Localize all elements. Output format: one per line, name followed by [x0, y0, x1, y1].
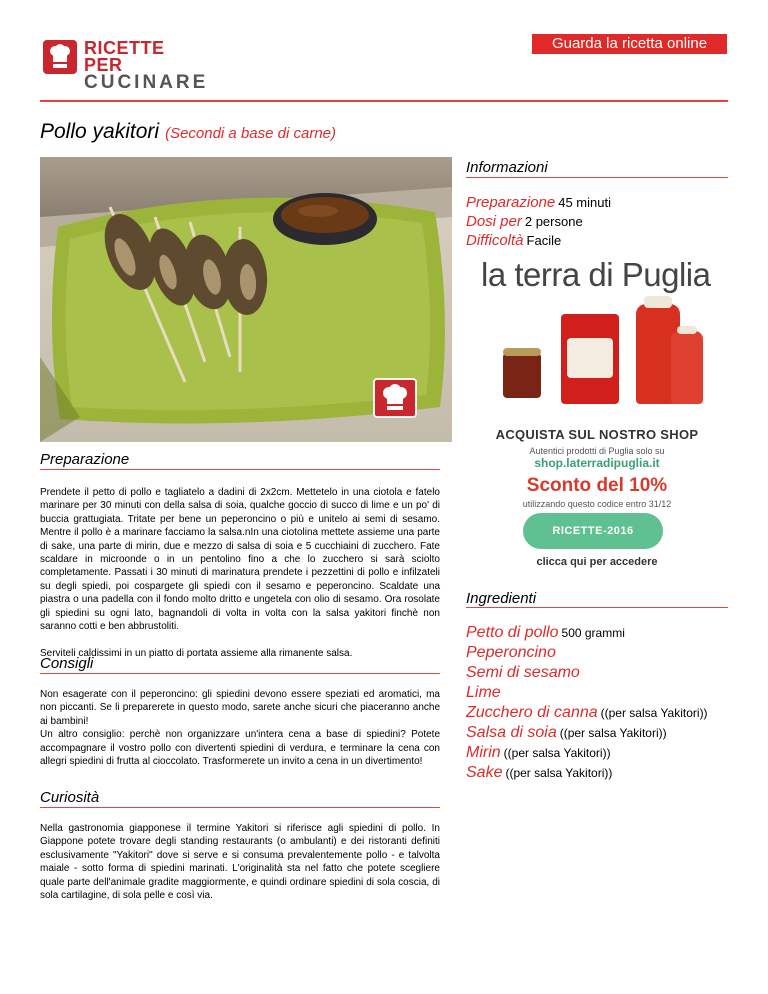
ad-authentic-text: Autentici prodotti di Puglia solo su [529, 446, 665, 456]
ingredient-item [466, 663, 766, 683]
ingredient-item [466, 623, 766, 643]
ad-shop-cta: ACQUISTA SUL NOSTRO SHOP [495, 427, 699, 442]
servings-row [466, 213, 583, 230]
bottle-cap-icon [644, 296, 672, 308]
recipe-category: (Secondi a base di carne) [165, 125, 336, 142]
logo-line-2: CUCINARE [84, 72, 209, 93]
logo-wordmark [84, 40, 208, 91]
ingredient-name: Lime [466, 684, 501, 701]
view-recipe-online-button[interactable]: Guarda la ricetta online [532, 34, 727, 54]
chef-hat-icon [373, 378, 417, 418]
preparation-paragraph: Prendete il petto di pollo e tagliatelo a dadini di 2x2cm. Mettetelo in una ciotola e fatelo marinare per 30 minuti con della salsa di soia, qualche goccio di succo di lime e un po' di buccia grattugiata. Tritate per bene un peperoncino o più e unitelo ai semi di sesamo. Mentre il pollo è a marinare facciamo la salsa.nIn una ciotolina mettete assieme una parte di sake, una parte di mirin, due e mezzo di salsa di soia e 5 cucchiaini di zucchero. Fate scaldare in microonde o in un pentolino fino a che lo zucchero si sarà sciolto completamente. Passati i 30 minuti di marinatura prendete i pezzettini di pollo e infilzateli su degli spiedi, poi cospargete gli spiedi con il sesamo e peperoncino. Scaldate una piastra o una padella con il fondo molto dritto e ungetela con olio di sesamo. Ora rosolate gli spiedini su ogni lato, bagnandoli di volta in volta con la salsa yakitori finchè non saranno cotti e ben abbrustoliti. [40, 487, 440, 633]
ingredients-list [466, 623, 766, 783]
tips-divider [40, 673, 440, 674]
tips-paragraph: Un altro consiglio: perchè non organizzare un'intera cena a base di spiedini? Potete accompagnare il vostro pollo con divertenti spiedini di verdura, e terminare la cena con allegri spiedini di frutta al cioccolato. Trasformerete un invito a cena in un divertimento! [40, 729, 440, 768]
prep-time-value: 45 minuti [558, 195, 611, 210]
difficulty-value: Facile [526, 233, 562, 248]
ad-brand: la terra di Puglia [481, 256, 711, 293]
curiosity-divider [40, 807, 440, 808]
ad-code-text: utilizzando questo codice entro 31/12 [522, 499, 672, 509]
chef-hat-icon [43, 40, 77, 74]
difficulty-label: Difficoltà [466, 232, 524, 249]
preparation-text [40, 486, 440, 661]
ingredients-divider [466, 607, 728, 608]
ingredient-name: Sake [466, 764, 503, 781]
ingredient-name: Semi di sesamo [466, 664, 580, 681]
curiosity-heading: Curiosità [40, 789, 100, 806]
recipe-name: Pollo yakitori [40, 120, 160, 143]
ingredient-qty: ((per salsa Yakitori)) [503, 746, 611, 760]
preparation-divider [40, 469, 440, 470]
ad-discount: Sconto del 10% [526, 475, 668, 496]
ingredient-name: Zucchero di canna [466, 704, 598, 721]
ingredient-item [466, 683, 766, 703]
curiosity-text [40, 822, 440, 902]
ingredient-name: Mirin [466, 744, 501, 761]
ingredient-name: Petto di pollo [466, 624, 559, 641]
jar-label-icon [567, 338, 613, 378]
ingredient-name: Salsa di soia [466, 724, 557, 741]
ad-click-link[interactable]: clicca qui per accedere [536, 556, 658, 568]
jar-lid-icon [503, 348, 541, 356]
ingredient-qty: ((per salsa Yakitori)) [600, 706, 708, 720]
ingredient-qty: ((per salsa Yakitori)) [559, 726, 667, 740]
recipe-title [40, 120, 336, 144]
servings-label: Dosi per [466, 213, 522, 230]
info-divider [466, 177, 728, 178]
ingredient-item [466, 763, 766, 783]
recipe-photo [40, 157, 452, 442]
info-heading: Informazioni [466, 159, 548, 176]
jar-icon [503, 353, 541, 398]
ingredients-heading: Ingredienti [466, 590, 537, 607]
ingredient-qty: ((per salsa Yakitori)) [505, 766, 613, 780]
header-divider [40, 100, 728, 102]
tips-heading: Consigli [40, 655, 94, 672]
prep-time-row [466, 194, 611, 211]
bottle-cap-icon [677, 326, 697, 334]
ingredient-item [466, 723, 766, 743]
tips-text [40, 688, 440, 768]
shop-advertisement[interactable] [466, 256, 728, 574]
tips-paragraph: Non esagerate con il peperoncino: gli spiedini devono essere speziati ed aromatici, ma non piccanti. Se li preparerete in questo modo, sarete anche sicuri che piaceranno anche ai bambini! [40, 689, 440, 727]
ingredient-name: Peperoncino [466, 644, 556, 661]
preparation-heading: Preparazione [40, 451, 130, 468]
logo-line-1: RICETTE PER [84, 38, 165, 75]
servings-value: 2 persone [524, 214, 583, 229]
ingredient-qty: 500 grammi [561, 626, 625, 640]
curiosity-paragraph: Nella gastronomia giapponese il termine Yakitori si riferisce agli spiedini di pollo. In Giappone potete trovare degli standing restaurants (o ambulanti) e dei ristoranti definiti esclusivamente "Yakitori" dove si serve e si consuma prevalentemente pollo - e talvolta maiale - sotto forma di spiedini marinati. L'originalità sta nel fatto che potete scegliere quale parte dell'animale gradite maggiormente, e quindi ordinare spiedini di sola coscia, di sola cartilagine, di sola pelle e così via. [40, 823, 440, 902]
difficulty-row [466, 232, 561, 249]
ingredient-item [466, 703, 766, 723]
preparation-paragraph: Serviteli caldissimi in un piatto di portata assieme alla rimanente salsa. [40, 648, 353, 660]
ad-shop-url[interactable]: shop.laterradipuglia.it [534, 456, 660, 470]
bottle-icon [671, 331, 703, 404]
prep-time-label: Preparazione [466, 194, 556, 211]
site-logo[interactable] [43, 38, 209, 93]
ingredient-item [466, 743, 766, 763]
ingredient-item [466, 643, 766, 663]
ad-coupon-button[interactable]: RICETTE-2016 [523, 513, 663, 549]
